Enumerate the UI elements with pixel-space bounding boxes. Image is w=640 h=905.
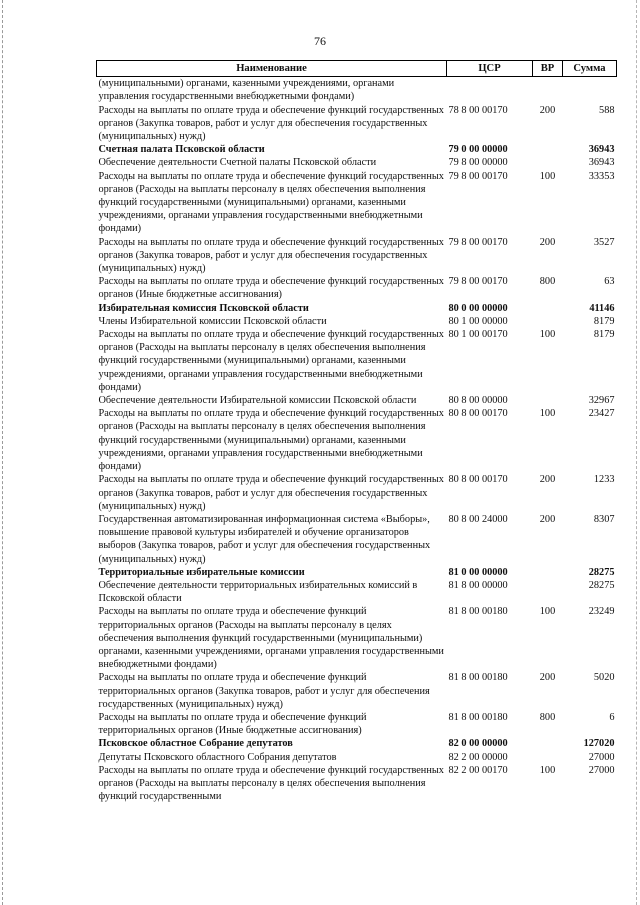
cell-name: Расходы на выплаты по оплате труда и обеспечение функций государственных органов (Закупка товаров, работ и услуг для обеспечения государственных (муниципальных) нужд) [98, 474, 444, 512]
header-sum: Сумма [563, 61, 617, 77]
scan-edge-right [636, 0, 637, 905]
cell-vr: 200 [539, 236, 556, 248]
cell-name: Обеспечение деятельности территориальных избирательных комиссий в Псковской области [98, 579, 418, 605]
cell-sum: 8179 [593, 315, 615, 327]
cell-name: Депутаты Псковского областного Собрания депутатов [98, 751, 337, 763]
cell-vr [533, 77, 563, 104]
cell-csr: 78 8 00 00170 [448, 104, 508, 116]
cell-csr: 79 8 00 00000 [448, 157, 508, 169]
table-section-row [97, 737, 617, 750]
cell-sum: 5020 [593, 672, 615, 684]
cell-sum: 36943 [588, 144, 615, 156]
table-header-row [97, 61, 617, 77]
cell-vr [533, 143, 563, 156]
cell-vr [533, 315, 563, 328]
budget-table [96, 60, 617, 803]
cell-csr: 82 0 00 00000 [448, 738, 508, 750]
cell-name: Члены Избирательной комиссии Псковской области [98, 315, 327, 327]
cell-vr [533, 156, 563, 169]
cell-sum: 8307 [593, 513, 615, 525]
cell-vr: 200 [539, 513, 556, 525]
cell-name: Обеспечение деятельности Избирательной комиссии Псковской области [98, 395, 417, 407]
table-row [97, 671, 617, 711]
cell-name: Расходы на выплаты по оплате труда и обеспечение функций государственных органов (Закупка товаров, работ и услуг для обеспечения государственных (муниципальных) нужд) [98, 104, 444, 143]
cell-vr: 200 [539, 474, 556, 486]
cell-vr [533, 566, 563, 579]
table-row [97, 751, 617, 764]
cell-vr [533, 751, 563, 764]
cell-csr: 80 1 00 00170 [448, 329, 508, 341]
cell-csr: 82 2 00 00170 [448, 764, 508, 776]
cell-sum: 6 [609, 711, 615, 723]
cell-csr: 81 8 00 00180 [448, 672, 508, 684]
table-row [97, 407, 617, 473]
cell-sum: 588 [599, 104, 615, 116]
cell-vr [533, 737, 563, 750]
cell-vr: 800 [539, 276, 556, 288]
cell-name: Территориальные избирательные комиссии [98, 566, 305, 578]
cell-sum: 27000 [588, 764, 615, 776]
cell-csr: 79 8 00 00170 [448, 170, 508, 182]
cell-csr [447, 77, 533, 104]
scan-edge-left [2, 0, 3, 905]
cell-csr: 80 0 00 00000 [448, 302, 508, 314]
cell-name: Расходы на выплаты по оплате труда и обеспечение функций государственных органов (Расходы на выплаты персоналу в целях обеспечения выполнения функций государственными (муниципальными) органами, казенными учреждениями, органами управления государственными внебюджетными фондами) [98, 408, 444, 473]
cell-vr: 100 [539, 408, 556, 420]
table-row [97, 275, 617, 301]
cell-name: Расходы на выплаты по оплате труда и обеспечение функций территориальных органов (Иные бюджетные ассигнования) [98, 711, 367, 737]
cell-csr: 82 2 00 00000 [448, 751, 508, 763]
cell-name: Расходы на выплаты по оплате труда и обеспечение функций государственных органов (Иные бюджетные ассигнования) [98, 276, 444, 301]
cell-name: Расходы на выплаты по оплате труда и обеспечение функций территориальных органов (Закупка товаров, работ и услуг для обеспечения государственных (муниципальных) нужд) [98, 672, 430, 710]
table-row [97, 579, 617, 605]
cell-vr: 100 [539, 329, 556, 341]
cell-name: Псковское областное Собрание депутатов [98, 738, 293, 750]
cell-name: Расходы на выплаты по оплате труда и обеспечение функций государственных органов (Закупка товаров, работ и услуг для обеспечения государственных (муниципальных) нужд) [98, 236, 444, 275]
header-csr: ЦСР [447, 61, 533, 77]
cell-csr: 81 8 00 00000 [448, 579, 508, 591]
cell-vr [533, 394, 563, 407]
cell-sum: 23427 [588, 408, 615, 420]
cell-csr: 81 8 00 00180 [448, 606, 508, 618]
cell-name: Расходы на выплаты по оплате труда и обеспечение функций государственных органов (Расходы на выплаты персоналу в целях обеспечения выполнения функций государственными (муниципальными) органами, казенными учреждениями, органами управления государственными внебюджетными фондами) [98, 170, 444, 235]
cell-name: Счетная палата Псковской области [98, 144, 265, 156]
cell-name: Обеспечение деятельности Счетной палаты Псковской области [98, 157, 377, 169]
cell-csr: 80 1 00 00000 [448, 315, 508, 327]
cell-vr: 100 [539, 606, 556, 618]
table-row [97, 513, 617, 566]
cell-sum: 41146 [589, 302, 615, 314]
cell-csr: 81 0 00 00000 [448, 566, 508, 578]
cell-vr: 200 [539, 672, 556, 684]
table-row [97, 104, 617, 144]
table-row [97, 170, 617, 236]
cell-name: Расходы на выплаты по оплате труда и обеспечение функций государственных органов (Расходы на выплаты персоналу в целях обеспечения выполнения функций государственными (муниципальными) органами, казенными учреждениями, органами управления государственными внебюджетными фондами) [98, 329, 444, 393]
cell-csr: 80 8 00 00000 [448, 395, 508, 407]
cell-vr: 800 [539, 711, 556, 723]
cell-name: (муниципальными) органами, казенными учреждениями, органами управления государственными внебюджетными фондами) [98, 78, 395, 103]
table-row [97, 315, 617, 328]
cell-csr: 79 8 00 00170 [448, 236, 508, 248]
cell-name: Избирательная комиссия Псковской области [98, 302, 309, 314]
table-section-row [97, 143, 617, 156]
table-row [97, 605, 617, 671]
header-name: Наименование [97, 61, 447, 77]
table-row [97, 711, 617, 737]
page-number: 76 [314, 34, 326, 48]
cell-sum: 32967 [588, 395, 615, 407]
header-vr: ВР [533, 61, 563, 77]
cell-vr [533, 302, 563, 315]
cell-sum: 28275 [588, 566, 615, 578]
cell-vr: 200 [539, 104, 556, 116]
cell-sum: 8179 [593, 329, 615, 341]
cell-csr: 79 0 00 00000 [448, 144, 508, 156]
cell-vr: 100 [539, 764, 556, 776]
table-row [97, 764, 617, 804]
cell-sum: 23249 [588, 606, 615, 618]
table-row [97, 156, 617, 169]
cell-csr: 79 8 00 00170 [448, 276, 508, 288]
cell-sum [563, 77, 617, 104]
cell-sum: 127020 [583, 738, 615, 750]
table-row [97, 236, 617, 276]
cell-vr: 100 [539, 170, 556, 182]
table-section-row [97, 566, 617, 579]
table-row [97, 394, 617, 407]
cell-name: Государственная автоматизированная информационная система «Выборы», повышение правовой культуры избирателей и обучение организаторов выборов (Закупка товаров, работ и услуг для обеспечения государственных (муниципальных) нужд) [98, 513, 431, 565]
cell-sum: 28275 [588, 579, 615, 591]
table-row [97, 328, 617, 394]
cell-sum: 3527 [593, 236, 615, 248]
cell-csr: 80 8 00 24000 [448, 513, 508, 525]
cell-sum: 27000 [588, 751, 615, 763]
cell-sum: 1233 [593, 474, 615, 486]
table-body [97, 77, 617, 804]
cell-sum: 63 [604, 276, 615, 288]
cell-sum: 33353 [588, 170, 615, 182]
cell-name: Расходы на выплаты по оплате труда и обеспечение функций территориальных органов (Расходы на выплаты персоналу в целях обеспечения выполнения функций государственными (муниципальными) органами, казенными учреждениями, органами управления государственными внебюджетными фондами) [98, 606, 444, 671]
table-row [97, 77, 617, 104]
cell-csr: 80 8 00 00170 [448, 474, 508, 486]
cell-name: Расходы на выплаты по оплате труда и обеспечение функций государственных органов (Расходы на выплаты персоналу в целях обеспечения выполнения функций государственными [98, 764, 444, 803]
table-row [97, 473, 617, 513]
cell-sum: 36943 [588, 157, 615, 169]
cell-csr: 80 8 00 00170 [448, 408, 508, 420]
table-section-row [97, 302, 617, 315]
cell-vr [533, 579, 563, 605]
cell-csr: 81 8 00 00180 [448, 711, 508, 723]
